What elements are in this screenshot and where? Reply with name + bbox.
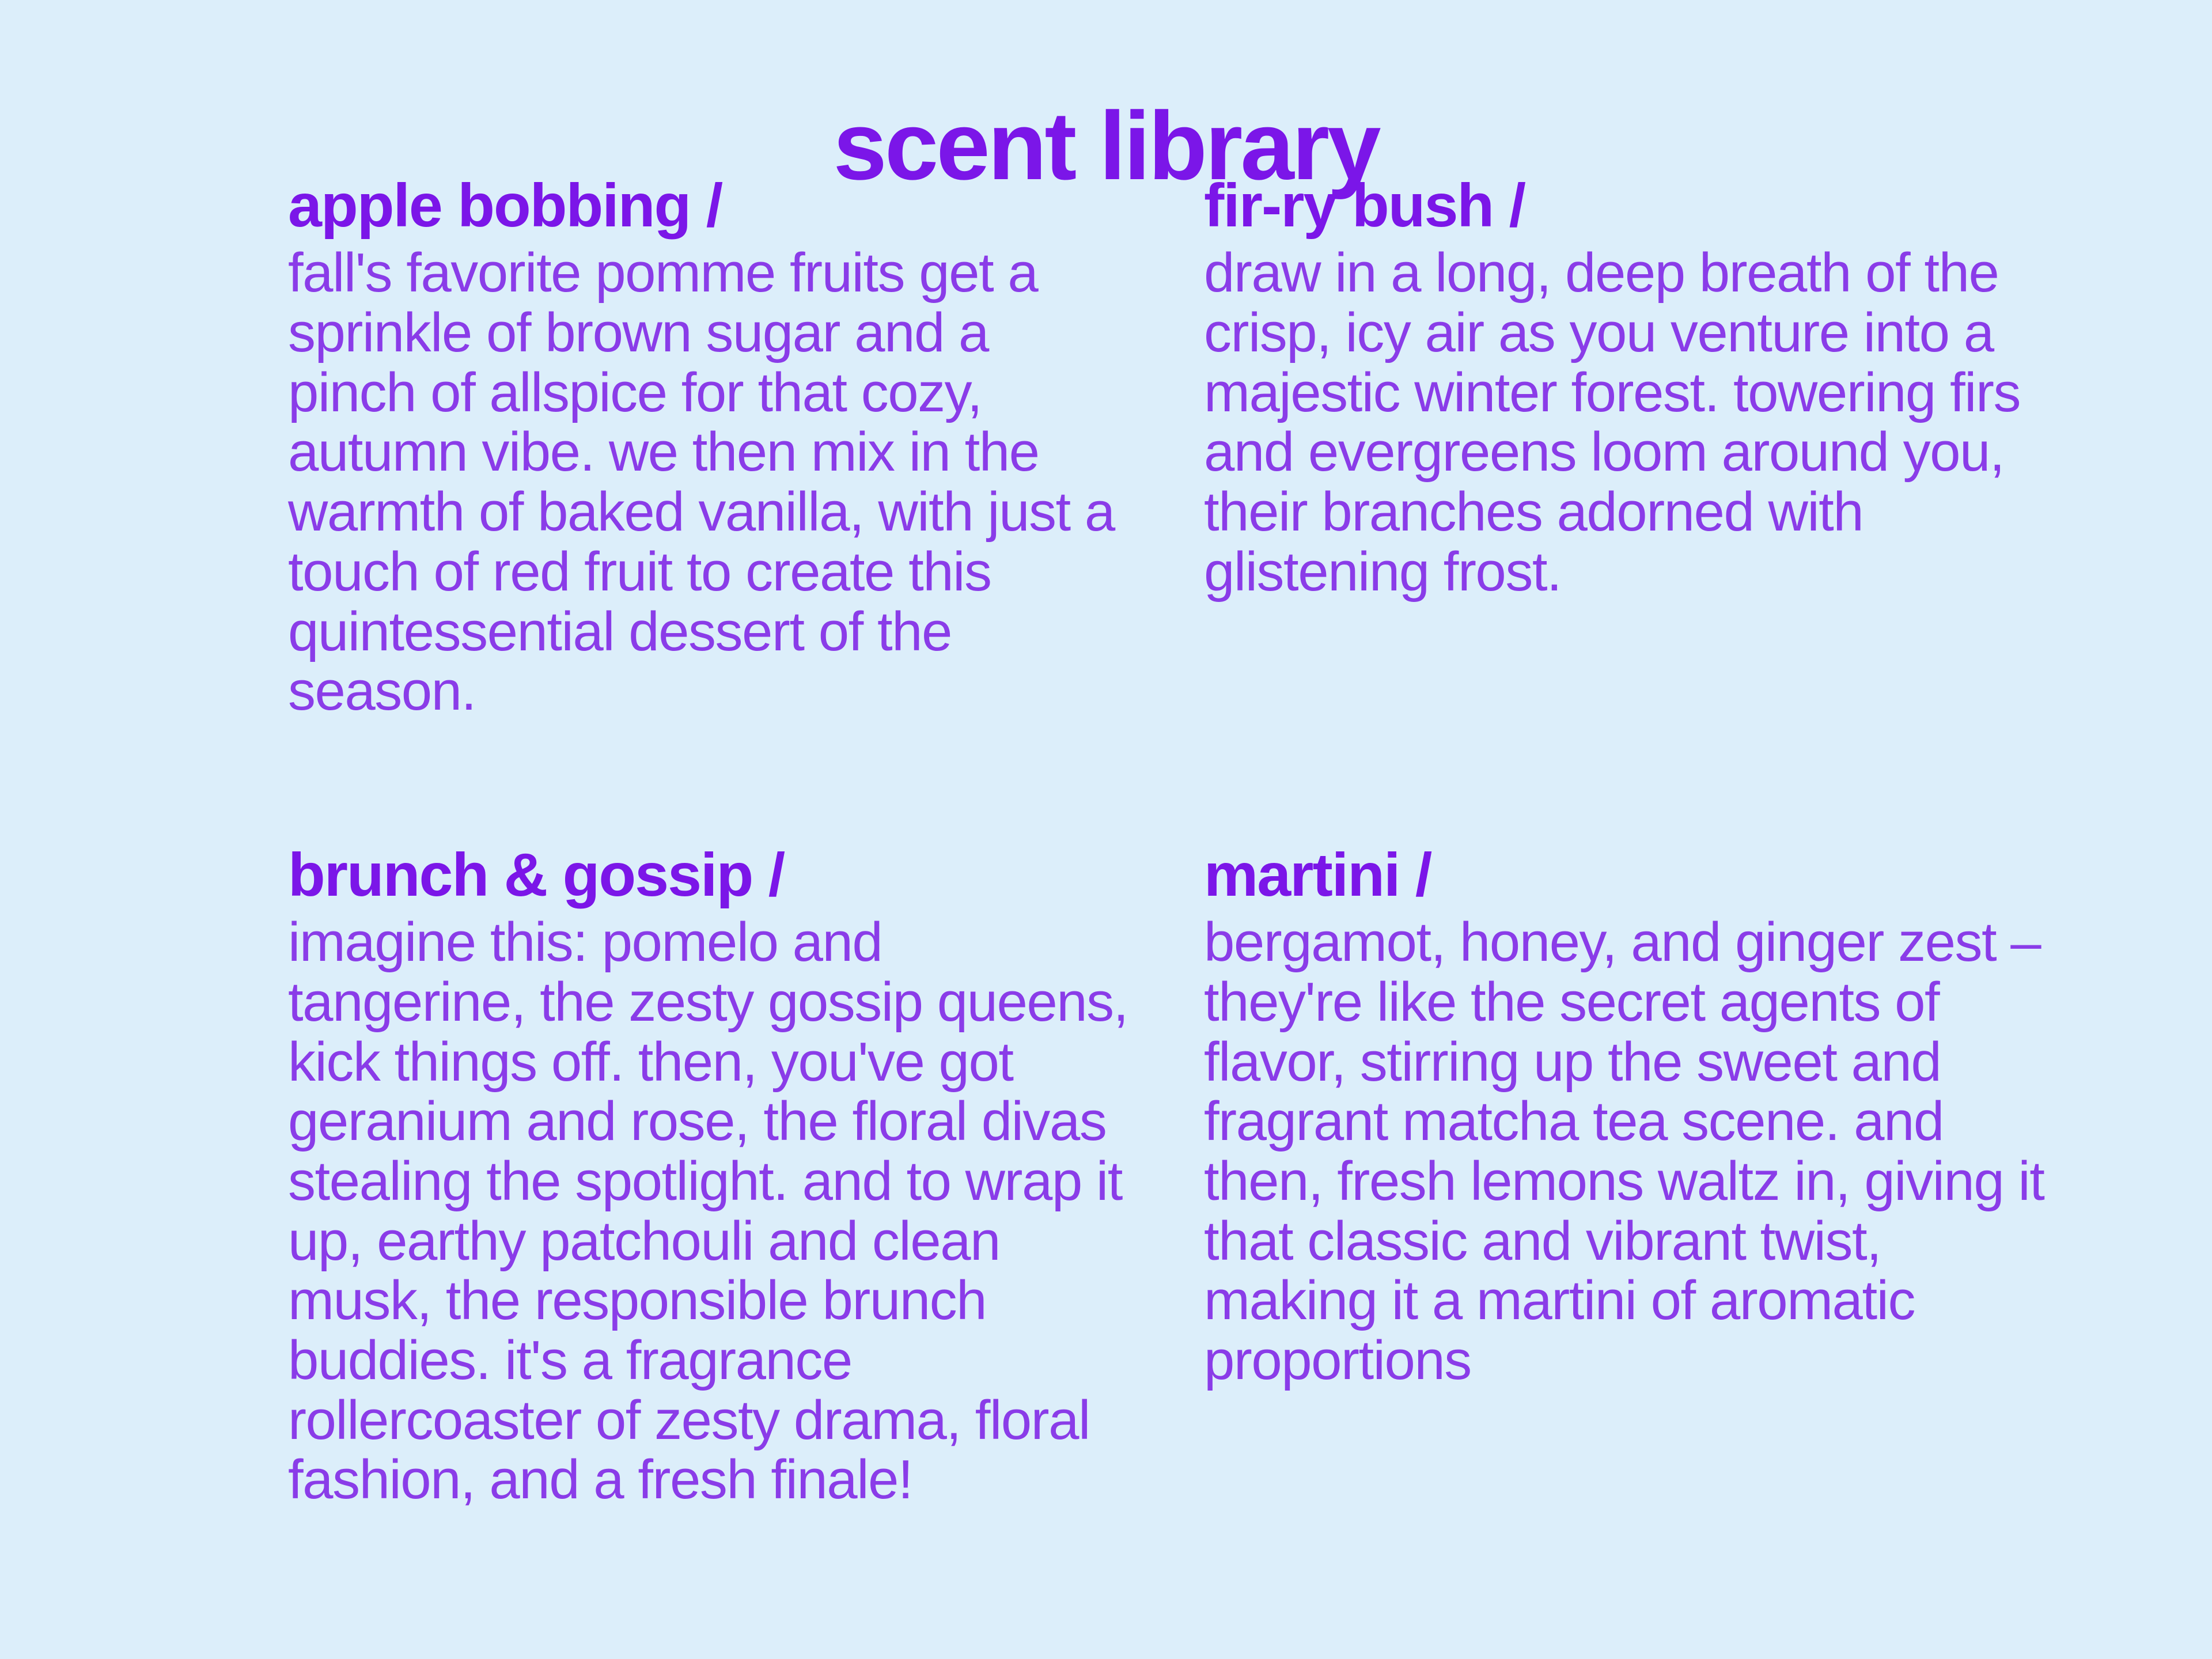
scent-entry-description: fall's favorite pomme fruits get a sprinkle of brown sugar and a pinch of allspice for that cozy, autumn vibe. we then mix in the warmth of baked vanilla, with just a touch of red fruit to create this quintessential dessert of the season. [288, 242, 1115, 722]
scent-entry-fir-ry-bush [1204, 173, 2045, 721]
scent-entry-apple-bobbing [288, 173, 1129, 721]
scent-entry-martini [1204, 842, 2045, 1510]
scent-entry-description: bergamot, honey, and ginger zest – they're like the secret agents of flavor, stirring up the sweet and fragrant matcha tea scene. and then, fresh lemons waltz in, giving it that classic and vibrant twist, making it a martini of aromatic proportions [1204, 911, 2044, 1392]
page-title: scent library [833, 91, 1379, 200]
scent-entry-name: fir-ry bush / [1204, 172, 1525, 240]
scent-entry-grid [288, 173, 2045, 1510]
scent-entry-name: apple bobbing / [288, 172, 722, 240]
scent-entry-description: imagine this: pomelo and tangerine, the zesty gossip queens, kick things off. then, you've got geranium and rose, the floral divas stealing the spotlight. and to wrap it up, earthy patchouli and clean musk, the responsible brunch buddies. it's a fragrance rollercoaster of zesty drama, floral fashion, and a fresh finale! [288, 911, 1128, 1511]
scent-entry-name: martini / [1204, 840, 1431, 909]
scent-entry-description: draw in a long, deep breath of the crisp, icy air as you venture into a majestic winter forest. towering firs and evergreens loom around you, their branches adorned with glistening frost. [1204, 242, 2020, 603]
scent-entry-name: brunch & gossip / [288, 840, 785, 909]
scent-entry-brunch-and-gossip [288, 842, 1129, 1510]
